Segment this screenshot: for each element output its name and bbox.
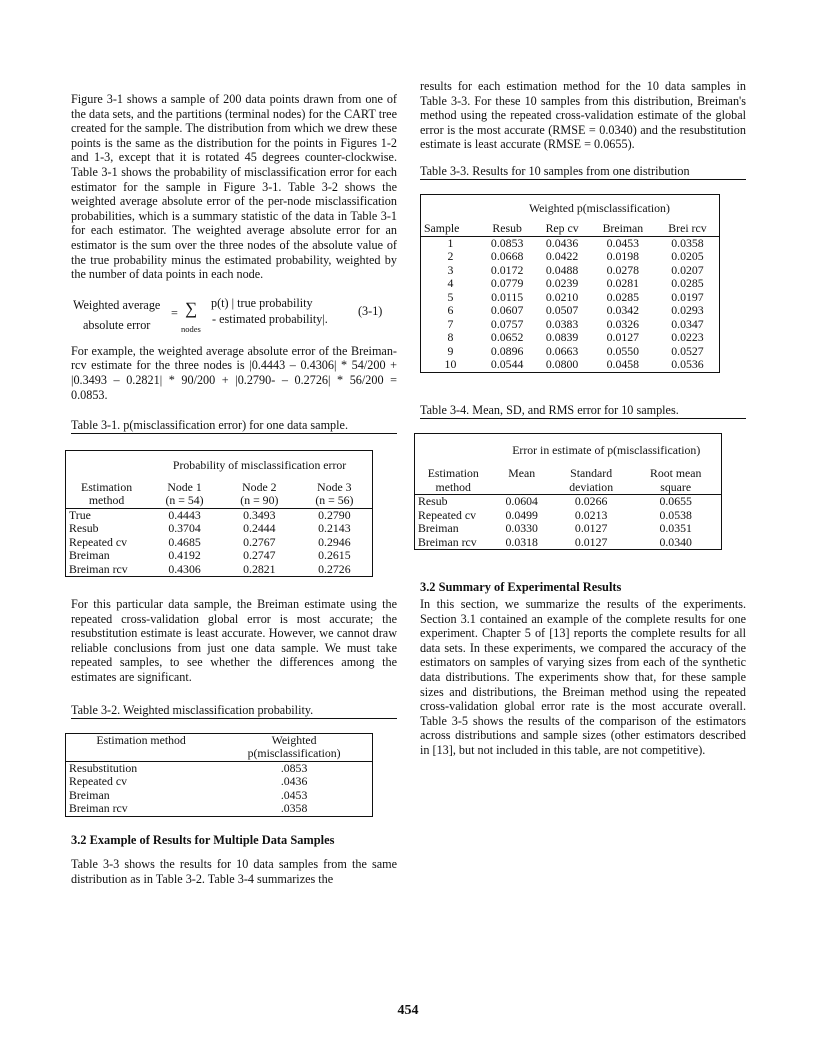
caption-text: Table 3-1. p(misclassification error) for one data sample. <box>71 418 348 433</box>
table-row: 9 0.0896 0.0663 0.0550 0.0527 <box>447 343 704 358</box>
col-header: Estimation <box>427 466 479 481</box>
col-header: (n = 56) <box>315 493 354 508</box>
col-header: deviation <box>569 479 614 494</box>
table-row: Breiman 0.0330 0.0127 0.0351 <box>418 521 692 536</box>
col-header: Estimation method <box>96 732 186 747</box>
col-header: Node 1 <box>167 479 202 494</box>
empty-cell <box>415 433 492 467</box>
section-heading: 3.2 Summary of Experimental Results <box>420 580 622 595</box>
col-header: Root mean <box>649 466 702 481</box>
table-row: 1 0.0853 0.0436 0.0453 0.0358 <box>447 235 704 250</box>
right-column <box>420 79 746 758</box>
paragraph: results for each estimation method for the 10 data samples in Table 3-3. For these 10 samples from this distribution, Breiman's method using the repeated cross-validation estimate of the global error is the most accurate (RMSE = 0.0340) and the resubstitution estimate is least accurate (RMSE = 0.0655). <box>420 79 746 152</box>
col-header: Node 3 <box>317 479 352 494</box>
col-header: Sample <box>424 221 460 236</box>
col-header: Breiman <box>602 221 644 236</box>
table-row: 10 0.0544 0.0800 0.0458 0.0536 <box>444 357 704 372</box>
paragraph: For example, the weighted average absolute error of the Breiman-rcv estimate for the three nodes is |0.4443 – 0.4306| * 54/200 + |0.3493 – 0.2821| * 90/200 + |0.2790- – 0.2726| * 56/200 = 0.0853. <box>71 343 397 402</box>
col-header: Mean <box>508 466 536 481</box>
col-header: Standard <box>570 466 613 481</box>
eq-sum-symbol: ∑ <box>185 298 198 318</box>
page-number: 454 <box>397 1003 419 1018</box>
eq-rhs-line1: p(t) | true probability <box>211 295 313 310</box>
eq-number: (3-1) <box>358 303 383 318</box>
left-column <box>71 92 397 886</box>
table-row: Resubstitution .0853 <box>69 760 308 775</box>
col-header: (n = 90) <box>240 493 279 508</box>
table-row: 5 0.0115 0.0210 0.0285 0.0197 <box>447 289 704 304</box>
equation-3-1 <box>71 292 397 338</box>
col-header: square <box>660 479 692 494</box>
table-row: 7 0.0757 0.0383 0.0326 0.0347 <box>447 316 704 331</box>
paragraph: Figure 3-1 shows a sample of 200 data points drawn from one of the data sets, and the partitions (terminal nodes) for the CART tree created for the sample. The distribution from which we drew these points is the same as the distribution for the points in Figures 1-2 and 1-3, except that it is rotated 45 degrees counter-clockwise. Table 3-1 shows the probability of misclassification error for each estimator for the sample in Figure 3-1. Table 3-2 shows the weighted average absolute error of the per-node misclassification probabilities, which is a summary statistic of the data in Table 3-1 for each estimator. The weighted average absolute error for an estimator is the sum over the three nodes of the absolute value of the true probability minus the estimated probability, weighted by the number of data points in each node. <box>71 92 397 282</box>
table-row: Resub 0.3704 0.2444 0.2143 <box>69 521 351 536</box>
eq-lhs-line2: absolute error <box>83 317 151 332</box>
table-3-2 <box>65 733 373 817</box>
eq-equals: = <box>171 305 178 320</box>
table-caption <box>420 403 746 419</box>
caption-text: Table 3-3. Results for 10 samples from one distribution <box>420 163 690 178</box>
table-row: 4 0.0779 0.0239 0.0281 0.0285 <box>447 276 704 291</box>
table-row: 2 0.0668 0.0422 0.0198 0.0205 <box>447 249 704 264</box>
span-header: Error in estimate of p(misclassification) <box>512 442 701 457</box>
paragraph: Table 3-3 shows the results for 10 data samples from the same distribution as in Table 3-2. Table 3-4 summarizes the <box>71 857 397 886</box>
table-row: Repeated cv .0436 <box>69 774 308 789</box>
paragraph: For this particular data sample, the Breiman estimate using the repeated cross-validation global error is most accurate; the resubstitution estimate is least accurate. However, we cannot draw reliable conclusions from just one data sample. We must take repeated samples, to see whether the differences among the estimates are significant. <box>71 597 397 685</box>
span-header: Probability of misclassification error <box>172 458 347 473</box>
span-header: Weighted p(misclassification) <box>528 200 670 215</box>
caption-text: Table 3-2. Weighted misclassification probability. <box>71 702 314 717</box>
table-row: Breiman rcv 0.0318 0.0127 0.0340 <box>418 534 692 549</box>
caption-text: Table 3-4. Mean, SD, and RMS error for 10 samples. <box>420 402 679 417</box>
eq-rhs-line2: - estimated probability|. <box>212 311 328 326</box>
col-header: Brei rcv <box>668 221 707 236</box>
section-heading: 3.2 Example of Results for Multiple Data Samples <box>71 832 335 847</box>
empty-cell <box>421 194 480 222</box>
table-3-1 <box>65 450 373 577</box>
col-header: method <box>435 479 471 494</box>
table-row: Breiman .0453 <box>69 787 308 802</box>
table-row: Resub 0.0604 0.0266 0.0655 <box>418 494 692 509</box>
table-3-4 <box>414 433 722 551</box>
paragraph: In this section, we summarize the results of the experiments. Section 3.1 contained an example of the complete results for one experiment. Chapter 5 of [13] reports the complete results for all data sets. In these experiments, we compared the accuracy of the estimators on samples of varying sizes from each of the synthetic data distributions. The experiments show that, for these sample sizes and distributions, the Breiman method using the repeated cross-validation global error rate is the most accurate overall. Table 3-5 shows the results of the comparison of the estimators across distributions and sample sizes (other estimators described in [13], but not included in this table, are not competitive). <box>420 597 746 757</box>
eq-lhs-line1: Weighted average <box>73 297 161 312</box>
col-header: Estimation <box>81 479 133 494</box>
col-header: p(misclassification) <box>247 746 341 761</box>
table-row: 3 0.0172 0.0488 0.0278 0.0207 <box>447 262 704 277</box>
table-row: Repeated cv 0.4685 0.2767 0.2946 <box>69 534 351 549</box>
table-3-3 <box>420 194 720 373</box>
table-row: Breiman 0.4192 0.2747 0.2615 <box>69 548 351 563</box>
empty-cell <box>66 451 148 481</box>
table-row: Repeated cv 0.0499 0.0213 0.0538 <box>418 507 692 522</box>
table-caption <box>420 164 746 180</box>
col-header: Weighted <box>271 732 317 747</box>
col-header: Resub <box>492 221 522 236</box>
col-header: Rep cv <box>545 221 579 236</box>
table-row: Breiman rcv .0358 <box>69 801 308 816</box>
table-caption <box>71 418 397 434</box>
table-row: True 0.4443 0.3493 0.2790 <box>69 507 351 522</box>
table-caption <box>71 703 397 719</box>
table-row: 8 0.0652 0.0839 0.0127 0.0223 <box>447 330 704 345</box>
table-row: Breiman rcv 0.4306 0.2821 0.2726 <box>69 561 351 576</box>
eq-sum-subscript: nodes <box>181 323 201 334</box>
col-header: (n = 54) <box>165 493 204 508</box>
col-header <box>492 481 552 495</box>
table-row: 6 0.0607 0.0507 0.0342 0.0293 <box>447 303 704 318</box>
col-header: Node 2 <box>242 479 277 494</box>
col-header: method <box>88 493 125 508</box>
